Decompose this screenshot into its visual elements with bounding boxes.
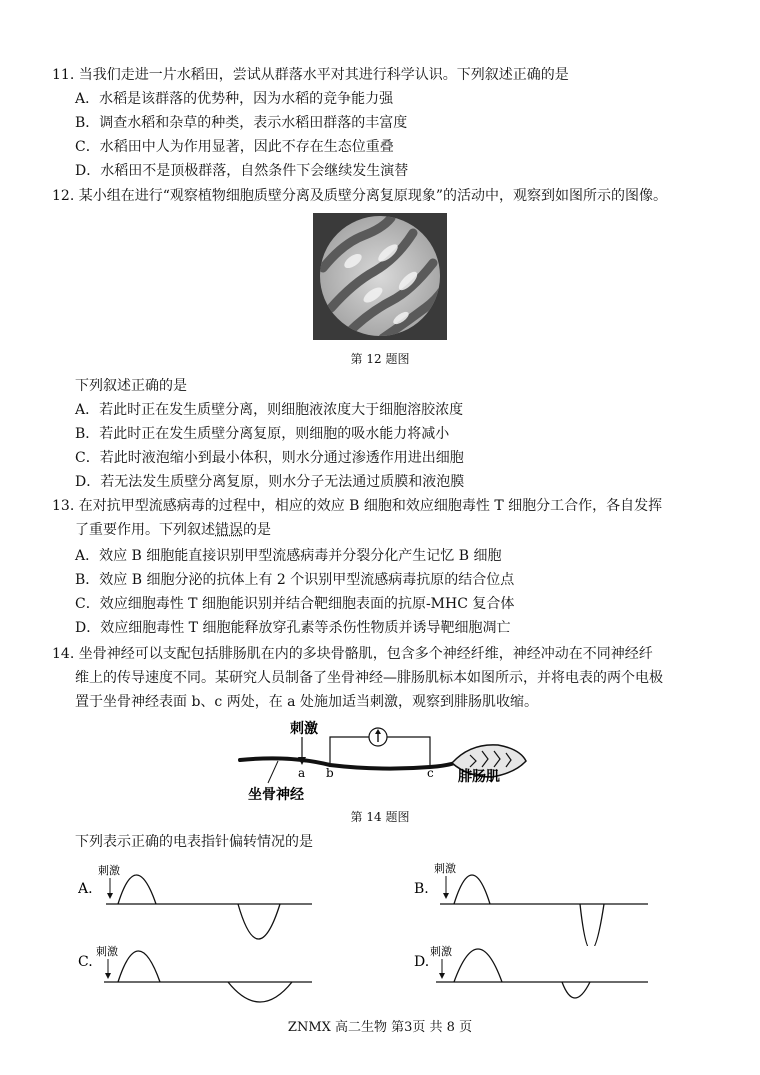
graph-b-letter: B.: [414, 881, 429, 897]
q14-nerve-figure: [230, 715, 530, 811]
q14-figure-caption: 第 14 题图: [350, 810, 410, 824]
graph-c-curve-up: [118, 951, 160, 982]
q12-option-c: C．若此时液泡缩小到最小体积，则水分通过渗透作用进出细胞: [75, 450, 464, 466]
q12-option-a: A．若此时正在发生质壁分离，则细胞液浓度大于细胞溶胶浓度: [75, 402, 464, 418]
q14-graph-d: [414, 938, 654, 1022]
graph-a-curve-down: [238, 904, 280, 939]
q11-option-b: B．调查水稻和杂草的种类，表示水稻田群落的丰富度: [75, 115, 408, 131]
q14-graph-a: [78, 856, 318, 950]
q14-point-a: a: [298, 766, 306, 780]
q14-prompt: 下列表示正确的电表指针偏转情况的是: [75, 834, 313, 850]
graph-a-stim-label: 刺激: [98, 864, 120, 877]
q12-prompt: 下列叙述正确的是: [75, 378, 187, 394]
q12-micrograph: [313, 213, 447, 344]
graph-c-letter: C.: [78, 954, 93, 970]
q11-stem: 11. 当我们走进一片水稻田，尝试从群落水平对其进行科学认识。下列叙述正确的是: [52, 67, 569, 83]
graph-d-letter: D.: [414, 954, 430, 970]
q13-option-b: B．效应 B 细胞分泌的抗体上有 2 个识别甲型流感病毒抗原的结合位点: [75, 572, 515, 588]
q11-option-d: D．水稻田不是顶极群落，自然条件下会继续发生演替: [75, 163, 409, 179]
graph-d-curve-up: [454, 949, 502, 982]
graph-c-curve-down: [228, 982, 292, 1002]
q14-point-c: c: [427, 766, 434, 780]
graph-d-stim-label: 刺激: [430, 945, 452, 958]
q14-stimulus-label: 刺激: [290, 721, 318, 737]
graph-a-curve-up: [118, 875, 156, 904]
page-footer: ZNMX 高二生物 第3页 共 8 页: [287, 1020, 473, 1035]
graph-b-curve-up: [454, 875, 490, 904]
q14-muscle-label: 腓肠肌: [458, 769, 500, 785]
q12-figure-caption: 第 12 题图: [350, 352, 410, 366]
q13-stem-line1: 13. 在对抗甲型流感病毒的过程中，相应的效应 B 细胞和效应细胞毒性 T 细胞分工合作，各自发挥: [52, 498, 663, 514]
q13-option-c: C．效应细胞毒性 T 细胞能识别并结合靶细胞表面的抗原-MHC 复合体: [75, 596, 515, 612]
q12-option-d: D．若无法发生质壁分离复原，则水分子无法通过质膜和液泡膜: [75, 474, 465, 490]
q14-stem-line2: 维上的传导速度不同。某研究人员制备了坐骨神经—腓肠肌标本如图所示，并将电表的两个电极: [75, 670, 663, 686]
q14-stem-line1: 14. 坐骨神经可以支配包括腓肠肌在内的多块骨骼肌，包含多个神经纤维，神经冲动在不同神经纤: [52, 646, 653, 662]
q13-emphasis: 错误: [215, 522, 243, 538]
graph-c-stim-label: 刺激: [96, 945, 118, 958]
q14-stem-line3: 置于坐骨神经表面 b、c 两处，在 a 处施加适当刺激，观察到腓肠肌收缩。: [75, 694, 538, 710]
q12-option-b: B．若此时正在发生质壁分离复原，则细胞的吸水能力将减小: [75, 426, 450, 442]
q11-option-c: C．水稻田中人为作用显著，因此不存在生态位重叠: [75, 139, 394, 155]
q13-stem-line2: 了重要作用。下列叙述错误的是: [75, 522, 271, 538]
q11-option-a: A．水稻是该群落的优势种，因为水稻的竞争能力强: [75, 91, 394, 107]
q14-sciatic-nerve: [240, 758, 455, 768]
graph-d-curve-down: [562, 982, 590, 998]
q14-graph-b: [414, 856, 654, 950]
q14-point-b: b: [326, 766, 334, 780]
q13-option-d: D．效应细胞毒性 T 细胞能释放穿孔素等杀伤性物质并诱导靶细胞凋亡: [75, 620, 511, 636]
graph-b-stim-label: 刺激: [434, 862, 456, 875]
q14-graph-c: [78, 938, 318, 1022]
graph-a-letter: A.: [78, 881, 93, 897]
q13-option-a: A．效应 B 细胞能直接识别甲型流感病毒并分裂分化产生记忆 B 细胞: [75, 548, 502, 564]
q12-stem: 12. 某小组在进行“观察植物细胞质壁分离及质壁分离复原现象”的活动中，观察到如图所示的图像。: [52, 188, 668, 204]
q14-nerve-label: 坐骨神经: [248, 787, 304, 803]
